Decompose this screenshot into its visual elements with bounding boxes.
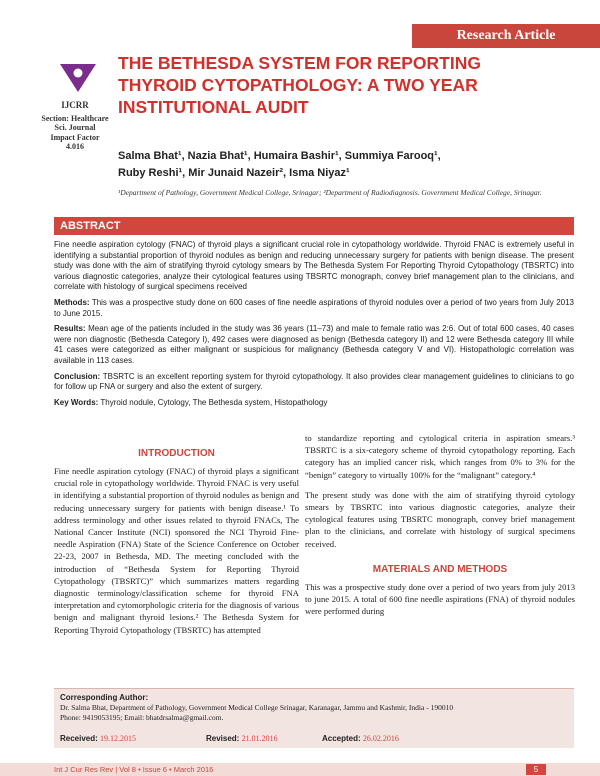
abstract-conclusion-label: Conclusion: <box>54 371 101 381</box>
article-title: THE BETHESDA SYSTEM FOR REPORTING THYROID CYTOPATHOLOGY: A TWO YEAR INSTITUTIONAL AUDIT <box>118 53 481 117</box>
journal-abbrev: IJCRR <box>61 100 89 110</box>
authors-line-2: Ruby Reshi¹, Mir Junaid Nazeir², Isma Niyaz¹ <box>118 167 350 179</box>
abstract-methods <box>54 298 574 319</box>
abstract-results-text: Mean age of the patients included in the study was 36 years (11–73) and male to female ratio was 2:6. Out of total 600 cases, 40 cases were non diagnostic (Bethesda Category I), 492 cases were diagnosed as benign (Bethesda category II) and 12 were Bethesda category III while 41 cases were categorized as either malignant or suspicious for malignancy (Bethesda category V and VI). Histopathologic correlation was available in 113 cases. <box>54 324 574 365</box>
right-column <box>305 432 575 625</box>
accepted-label: Accepted: <box>322 734 361 743</box>
footer-citation: Int J Cur Res Rev | Vol 8 • Issue 6 • March 2016 <box>54 765 214 774</box>
abstract-heading: ABSTRACT <box>54 217 574 235</box>
abstract-keywords-label: Key Words: <box>54 397 99 407</box>
abstract-conclusion-text: TBSRTC is an excellent reporting system for thyroid cytopathology. It also provides clear management guidelines to clinicians to go for follow up FNA or surgery and also the extent of surgery. <box>54 371 574 392</box>
abstract-intro: Fine needle aspiration cytology (FNAC) of thyroid plays a significant crucial role in cytopathology worldwide. Thyroid FNAC is extremely useful in identifying a substantial proportion of thyroid nodules as benign and reducing unnecessary surgery for patients with benign disease. The present study was done with the aim of stratifying thyroid cytology smears by The Bethesda System For Reporting Thyroid Cytopathology (TBSRTC) into various diagnostic categories, analyze their cytological features using TBSRTC monograph, convey brief management plan to the clinicians, and correlate with histology of surgical specimens received <box>54 240 574 292</box>
accepted-value: 26.02.2016 <box>362 734 399 743</box>
abstract-methods-label: Methods: <box>54 297 90 307</box>
correspondence-box <box>54 688 574 748</box>
introduction-heading: INTRODUCTION <box>138 448 215 459</box>
correspondence-address: Dr. Salma Bhat, Department of Pathology, Government Medical College Srinagar, Karanagar, Jammu and Kashmir, India - 190010 <box>60 703 454 712</box>
journal-impact-value: 4.016 <box>66 142 84 151</box>
revised-value: 21.01.2016 <box>241 734 278 743</box>
aim-paragraph: The present study was done with the aim of stratifying thyroid cytology smears by TBSRTC into various diagnostic categories, analyze their cytological features using TBSRTC monograph, convey brief management plan to the clinicians, and correlate with histology of surgical specimens received. <box>305 489 575 549</box>
intro-continued-paragraph: to standardize reporting and cytological criteria in aspiration smears.³ TBSRTC is a six-category scheme of thyroid cytopathology reporting. Each category has an implied cancer risk, which ranges from 0% to 3% for the “benign” category to virtually 100% for the “malignant” category.⁴ <box>305 433 575 480</box>
page-number: 5 <box>526 764 546 775</box>
abstract-body <box>54 240 574 413</box>
revised-date <box>206 734 278 743</box>
journal-logo-icon <box>58 62 98 94</box>
received-date <box>60 734 136 743</box>
abstract-keywords-text: Thyroid nodule, Cytology, The Bethesda system, Histopathology <box>100 397 328 407</box>
journal-section: Section: Healthcare <box>41 113 109 123</box>
abstract-methods-text: This was a prospective study done on 600 cases of fine needle aspirations of thyroid nodules over a period of two years from July 2013 to June 2015. <box>54 297 574 318</box>
abstract-conclusion <box>54 372 574 393</box>
methods-heading: MATERIALS AND METHODS <box>372 563 508 575</box>
journal-info <box>40 101 110 152</box>
author-list <box>118 148 578 182</box>
methods-paragraph: This was a prospective study done over a period of two years from july 2013 to june 2015. A total of 600 fine needle aspirations (FNA) of thyroid nodules were performed during <box>305 581 575 617</box>
abstract-results-label: Results: <box>54 324 86 334</box>
authors-line-1: Salma Bhat¹, Nazia Bhat¹, Humaira Bashir¹, Summiya Farooq¹, <box>118 150 441 162</box>
abstract-results <box>54 324 574 366</box>
correspondence-contact: Phone: 9419053195; Email: bhatdrsalma@gmail.com. <box>60 713 224 722</box>
received-label: Received: <box>60 734 98 743</box>
article-type-tag: Research Article <box>412 24 600 48</box>
abstract-keywords <box>54 398 574 409</box>
revised-label: Revised: <box>206 734 240 743</box>
introduction-paragraph: Fine needle aspiration cytology (FNAC) of thyroid plays a significant crucial role in cytopathology worldwide. Thyroid FNAC is very useful in identifying a substantial proportion of thyroid nodules as benign and reducing unnecessary surgery for patients with benign disease.¹ To address terminology and other issues related to thyroid FNACs, The National Cancer Institute (NCI) sponsored the NCI Thyroid Fine-needle Aspiration (FNA) State of the Science Conference on October 22-23, 2007 in Bethesda, MD. The meeting concluded with the introduction of “Bethesda System for Reporting Thyroid Cytopathology (TBSRTC)” which summarizes matters regarding diagnostic terminology/classification scheme for thyroid FNA interpretation and cytomorphologic criteria for the diagnosis of various benign and malignant thyroid lesions.² The Bethesda System for Reporting Thyroid Cytopathology (TBSRTC) has attempted <box>54 466 299 635</box>
journal-impact-label: Impact Factor <box>50 132 100 142</box>
journal-index: Sci. Journal <box>54 123 96 132</box>
correspondence-label: Corresponding Author: <box>60 693 149 702</box>
affiliations: ¹Department of Pathology, Government Medical College, Srinagar; ²Department of Radiodiagnosis. Government Medical College, Srinagar. <box>118 188 542 197</box>
received-value: 19.12.2015 <box>100 734 137 743</box>
left-column <box>54 448 299 644</box>
accepted-date <box>322 734 399 743</box>
